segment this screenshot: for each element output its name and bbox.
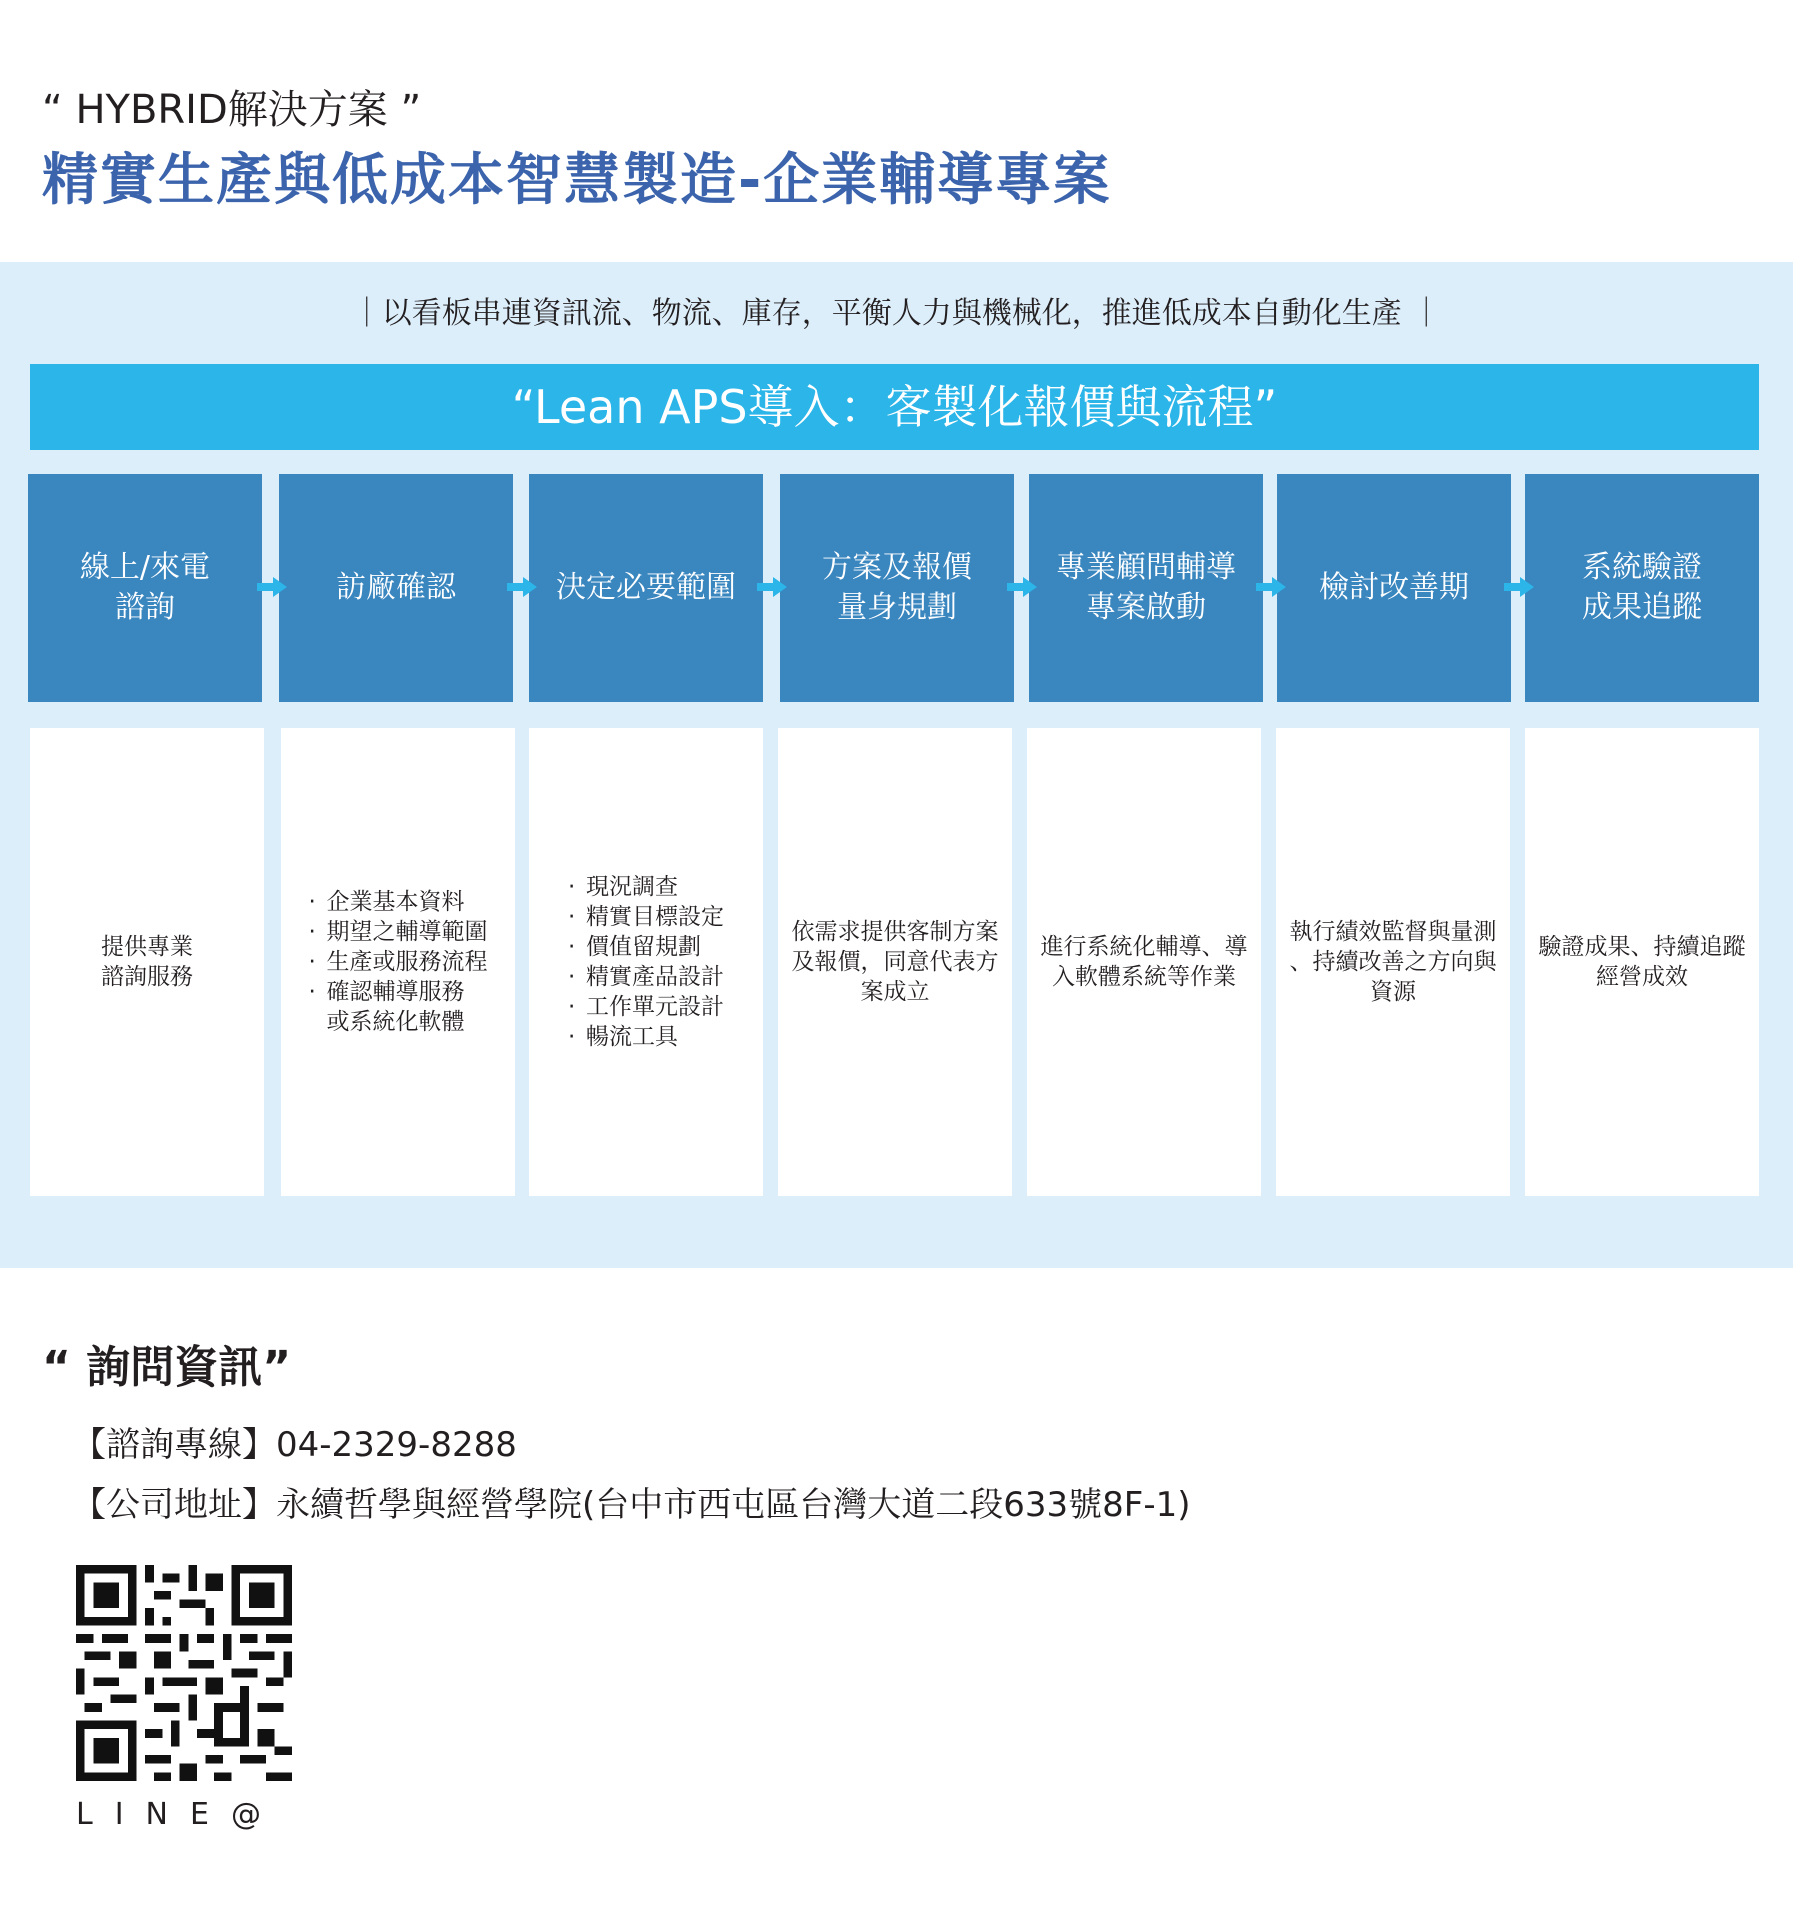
step-7: 系統驗證 成果追蹤 — [1525, 474, 1759, 702]
step-1: 線上/來電 諮詢 — [28, 474, 262, 702]
detail-text: 提供專業 諮詢服務 — [101, 934, 193, 990]
detail-list — [568, 872, 724, 1052]
list-item: · 暢流工具 — [568, 1022, 724, 1052]
list-item: · 企業基本資料 — [309, 887, 488, 917]
detail-4 — [778, 728, 1012, 1196]
arrow-right-icon — [757, 575, 787, 599]
list-item: · 價值留規劃 — [568, 932, 724, 962]
detail-1 — [30, 728, 264, 1196]
detail-text: 依需求提供客制方案 及報價，同意代表方 案成立 — [791, 919, 999, 1005]
step-4: 方案及報價 量身規劃 — [780, 474, 1014, 702]
tagline: ｜以看板串連資訊流、物流、庫存，平衡人力與機械化，推進低成本自動化生產 ｜ — [351, 296, 1442, 331]
detail-list — [309, 887, 488, 1037]
arrow-right-icon — [507, 575, 537, 599]
qr-label: LINE@ — [76, 1797, 283, 1832]
list-item: · 現況調查 — [568, 872, 724, 902]
banner: “Lean APS導入：客製化報價與流程” — [30, 364, 1759, 450]
detail-text: 驗證成果、持續追蹤 經營成效 — [1538, 934, 1746, 990]
step-6: 檢討改善期 — [1277, 474, 1511, 702]
step-5: 專業顧問輔導 專案啟動 — [1029, 474, 1263, 702]
contact-address: 【公司地址】永續哲學與經營學院(台中市西屯區台灣大道二段633號8F-1) — [72, 1485, 1191, 1525]
list-item: · 生產或服務流程 — [309, 947, 488, 977]
step-3: 決定必要範圍 — [529, 474, 763, 702]
line-qr-code[interactable] — [76, 1565, 292, 1781]
detail-text: 執行績效監督與量測 、持續改善之方向與 資源 — [1289, 919, 1497, 1005]
arrow-right-icon — [1256, 575, 1286, 599]
list-item: · 精實目標設定 — [568, 902, 724, 932]
detail-5 — [1027, 728, 1261, 1196]
detail-7 — [1525, 728, 1759, 1196]
list-item: · 確認輔導服務 或系統化軟體 — [309, 977, 488, 1037]
arrow-right-icon — [1504, 575, 1534, 599]
contact-title: “ 詢問資訊” — [42, 1342, 292, 1393]
page-title: 精實生產與低成本智慧製造-企業輔導專案 — [42, 148, 1112, 213]
arrow-right-icon — [257, 575, 287, 599]
header-subtitle: “ HYBRID解決方案 ” — [42, 87, 422, 133]
arrow-right-icon — [1007, 575, 1037, 599]
list-item: · 精實產品設計 — [568, 962, 724, 992]
contact-hotline: 【諮詢專線】04-2329-8288 — [72, 1425, 517, 1465]
detail-6 — [1276, 728, 1510, 1196]
process-panel — [0, 262, 1793, 1268]
list-item: · 期望之輔導範圍 — [309, 917, 488, 947]
detail-3 — [529, 728, 763, 1196]
detail-text: 進行系統化輔導、導 入軟體系統等作業 — [1040, 934, 1248, 990]
step-2: 訪廠確認 — [279, 474, 513, 702]
list-item: · 工作單元設計 — [568, 992, 724, 1022]
detail-2 — [281, 728, 515, 1196]
